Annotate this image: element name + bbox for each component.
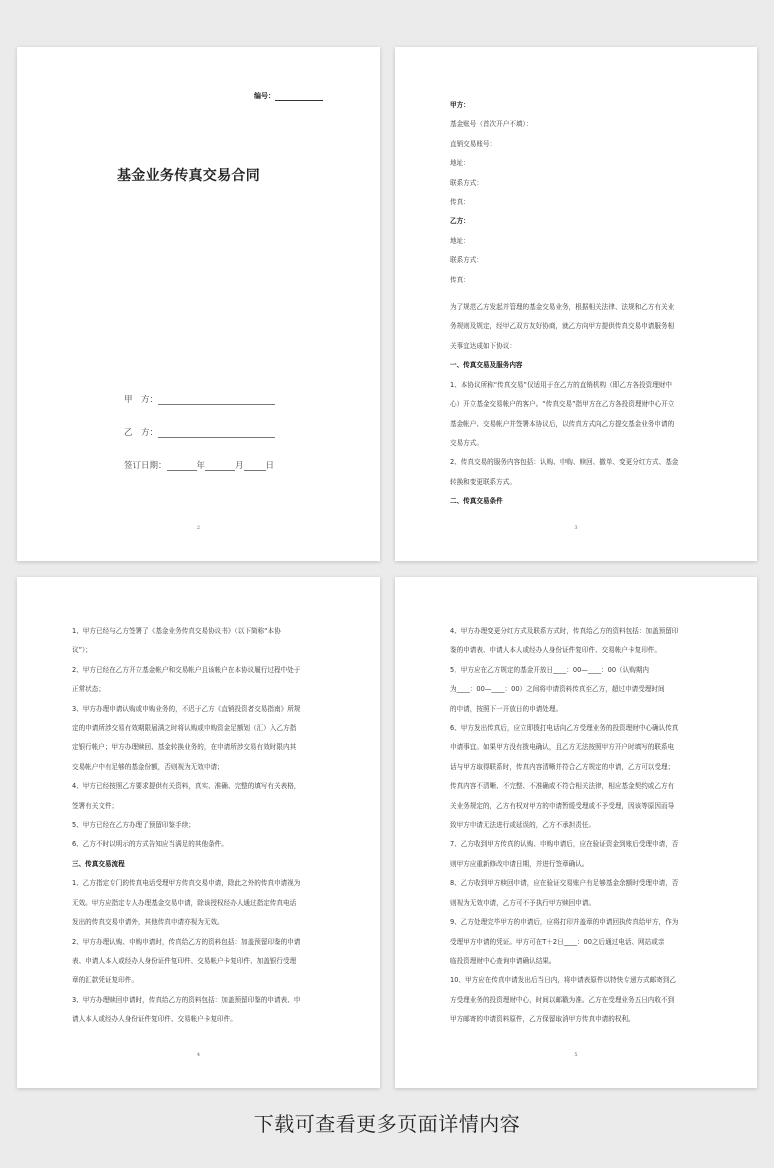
year-blank xyxy=(167,462,197,471)
text-line: 发出的传真交易申请外，其他传真申请亦视为无效。 xyxy=(72,918,224,927)
text-line: 传真内容不清晰、不完整、不准确或不符合相关法律，相应基金契约或乙方有 xyxy=(450,782,675,791)
page-number: 4 xyxy=(196,1052,201,1058)
page-4-body xyxy=(72,622,332,1030)
text-line: 联系方式： xyxy=(450,256,483,265)
text-line: 受理甲方申请的凭证。甲方可在T＋2日____：00之后通过电话、网站或亲 xyxy=(450,937,665,946)
contract-number-label: 编号： xyxy=(254,92,275,100)
document-page-5 xyxy=(395,577,757,1088)
text-line: 1、乙方指定专门的传真电话受理甲方传真交易申请，除此之外的传真申请视为 xyxy=(72,879,301,888)
text-line: 交易方式。 xyxy=(450,438,483,447)
day-blank xyxy=(244,462,266,471)
text-line: 2、甲方已经在乙方开立基金帐户和交易帐户且该帐户在本协议履行过程中处于 xyxy=(72,665,301,674)
contract-number-blank xyxy=(275,93,323,101)
text-line: 为____：00—____：00）之间将申请资料传真至乙方，超过申请受理时间 xyxy=(450,685,665,694)
text-line: 1、甲方已经与乙方签署了《基金业务传真交易协议书》（以下简称“本协 xyxy=(72,627,281,635)
conditions-text xyxy=(72,622,332,855)
text-line: 则甲方应重新修改申请日期，并进行签章确认。 xyxy=(450,859,589,868)
text-line: 6、乙方不时以明示的方式告知应当满足的其他条件。 xyxy=(72,840,228,849)
text-line: 2、甲方办理认购、申购申请时，传真给乙方的资料包括：加盖预留印鉴的申请 xyxy=(72,937,301,946)
party-a-line xyxy=(158,396,275,405)
intro-paragraph xyxy=(450,298,705,356)
text-line: 8、乙方收到甲方赎回申请，应在验证交易账户有足够基金余额时受理申请，否 xyxy=(450,879,679,888)
process-text xyxy=(72,874,332,1029)
text-line: 基金账号（首次开户不填）： xyxy=(450,120,533,129)
text-line: 致甲方申请无法进行或延误的，乙方不承担责任。 xyxy=(450,821,596,830)
year-label: 年 xyxy=(196,461,206,471)
text-line: 申请事宜。如果甲方没有拨电确认，且乙方无法按照甲方开户时填写的联系电 xyxy=(450,743,675,752)
day-label: 日 xyxy=(265,461,275,471)
process-text-continued xyxy=(450,622,708,1030)
sign-date-label: 签订日期： xyxy=(124,461,167,471)
text-line: 则视为无效申请，乙方可不予执行甲方赎回申请。 xyxy=(450,898,596,907)
text-line: 9、乙方处理完毕甲方的申请后，应将打印并盖章的申请回执传真给甲方，作为 xyxy=(450,918,679,927)
document-page-3 xyxy=(395,47,757,561)
text-line: 签署有关文件； xyxy=(72,801,119,810)
document-title: 基金业务传真交易合同 xyxy=(117,168,260,184)
spacer xyxy=(450,290,705,298)
text-line: 话与甲方取得联系时，传真内容清晰并符合乙方规定的申请，乙方可以受理； xyxy=(450,762,675,771)
text-line: 地址： xyxy=(450,236,470,245)
text-line: 无效。甲方应指定专人办理基金交易申请，除该授权经办人通过指定传真电话 xyxy=(72,898,297,907)
text-line: 关事宜达成如下协议： xyxy=(450,341,516,350)
party-a-heading: 甲方： xyxy=(450,101,470,109)
text-line: 6、甲方发出传真后，应立即拨打电话向乙方受理业务的投资理财中心确认传真 xyxy=(450,724,679,733)
page-3-body xyxy=(450,96,705,512)
text-line: 临投资理财中心查询申请确认结果。 xyxy=(450,956,556,965)
text-line: 章的汇款凭证复印件。 xyxy=(72,976,138,985)
text-line: 5、甲方已经在乙方办理了预留印鉴手续； xyxy=(72,821,195,830)
text-line: 4、甲方已经按照乙方要求提供有关资料，真实、准确、完整的填写有关表格， xyxy=(72,782,301,791)
download-caption: 下载可查看更多页面详情内容 xyxy=(253,1112,521,1136)
section-heading: 二、传真交易条件 xyxy=(450,497,503,506)
text-line: 为了规范乙方发起并管理的基金交易业务，根据相关法律、法规和乙方有关业 xyxy=(450,303,675,312)
text-line: 基金帐户、交易帐户并签署本协议后，以传真方式向乙方提交基金业务申请的 xyxy=(450,419,675,428)
document-page-cover xyxy=(17,47,380,561)
party-b-heading: 乙方： xyxy=(450,217,470,226)
text-line: 定银行帐户；甲方办理赎回、基金转换业务的，在申请所涉交易有效时限内其 xyxy=(72,743,297,752)
text-line: 3、甲方办理申请认购或申购业务的，不迟于乙方《直销投资者交易指南》所规 xyxy=(72,704,301,713)
text-line: 地址： xyxy=(450,159,470,168)
text-line: 定的申请所涉交易有效期限届满之时将认购或申购资金足额划（汇）入乙方指 xyxy=(72,724,297,733)
page-5-body xyxy=(450,622,708,1030)
text-line: 请人本人或经办人身份证件复印件、交易帐户卡复印件。 xyxy=(72,1015,237,1024)
text-line: 1、本协议所称“传真交易”仅适用于在乙方的直销机构（即乙方各投资理财中 xyxy=(450,380,673,389)
page-number: 2 xyxy=(196,525,201,531)
party-b-label: 乙 方： xyxy=(124,428,159,438)
text-line: 务规则及规定，经甲乙双方友好协商，就乙方向甲方提供传真交易申请服务相 xyxy=(450,322,675,331)
month-blank xyxy=(205,462,235,471)
section-heading: 一、传真交易及服务内容 xyxy=(450,361,523,370)
page-number: 5 xyxy=(574,1052,578,1058)
section-heading: 三、传真交易流程 xyxy=(72,859,125,868)
text-line: 心）开立基金交易帐户的客户。“传真交易”指甲方在乙方各投资理财中心开立 xyxy=(450,400,675,409)
text-line: 的申请，按照下一开放日的申请处理。 xyxy=(450,704,563,713)
party-a-signature xyxy=(124,393,275,405)
party-b-line xyxy=(158,429,275,438)
text-line: 传真： xyxy=(450,198,470,207)
party-b-fields xyxy=(450,232,705,290)
text-line: 传真： xyxy=(450,275,470,284)
party-a-label: 甲 方： xyxy=(124,395,159,405)
text-line: 正常状态； xyxy=(72,685,105,694)
text-line: 方受理业务的投资理财中心，时间以邮戳为准。乙方在受理业务五日内收不到 xyxy=(450,995,675,1004)
text-line: 直销交易账号： xyxy=(450,139,497,148)
text-line: 鉴的申请表、申请人本人或经办人身份证件复印件、交易帐户卡复印件。 xyxy=(450,646,661,655)
text-line: 2、传真交易的服务内容包括：认购、申购、赎回、撤单、变更分红方式、基金 xyxy=(450,458,679,467)
text-line: 3、甲方办理赎回申请时，传真给乙方的资料包括：加盖预留印鉴的申请表、申 xyxy=(72,995,301,1004)
text-line: 5．甲方应在乙方规定的基金开放日____：00—____：00（认购期内 xyxy=(450,665,650,674)
text-line: 10、甲方应在传真申请发出后当日内，将申请表原件以特快专递方式邮寄到乙 xyxy=(450,976,676,985)
page-number: 3 xyxy=(574,525,578,531)
text-line: 交易帐户中有足够的基金份额，否则视为无效申请； xyxy=(72,762,224,771)
party-a-fields xyxy=(450,115,705,212)
section-1-text xyxy=(450,376,705,492)
contract-number-field xyxy=(254,91,323,101)
document-page-4 xyxy=(17,577,380,1088)
text-line: 表、申请人本人或经办人身份证件复印件、交易帐户卡复印件、加盖银行受理 xyxy=(72,956,297,965)
text-line: 甲方邮寄的申请资料原件，乙方保留取消甲方传真申请的权利。 xyxy=(450,1015,635,1024)
text-line: 7、乙方收到甲方传真的认购、申购申请后，应在验证资金到账后受理申请，否 xyxy=(450,840,679,849)
text-line: 转换和变更联系方式。 xyxy=(450,477,516,486)
sign-date xyxy=(124,459,274,471)
text-line: 议”）； xyxy=(72,646,92,655)
text-line: 关业务规定的，乙方有权对甲方的申请暂缓受理或不予受理，因该等原因而导 xyxy=(450,801,675,810)
party-b-signature xyxy=(124,426,275,438)
month-label: 月 xyxy=(235,461,244,471)
text-line: 4、甲方办理变更分红方式及联系方式时，传真给乙方的资料包括：加盖预留印 xyxy=(450,627,679,635)
text-line: 联系方式： xyxy=(450,178,483,187)
